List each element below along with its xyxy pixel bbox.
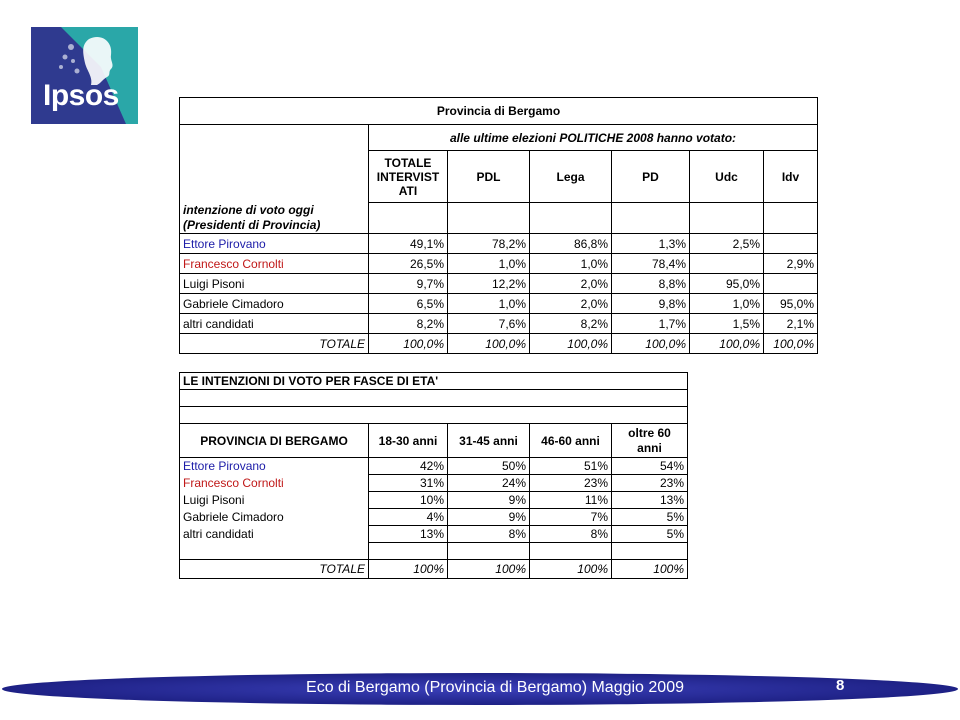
- table1-title: Provincia di Bergamo: [180, 98, 818, 125]
- table2-row-header: PROVINCIA DI BERGAMO: [180, 424, 369, 458]
- col-header-lega: Lega: [530, 151, 612, 203]
- col-header-over-60: oltre 60 anni: [612, 424, 688, 458]
- logo-brand-text: Ipsos: [43, 79, 119, 112]
- table-row: Luigi Pisoni 10% 9% 11% 13%: [180, 492, 688, 509]
- col-header-pd: PD: [612, 151, 690, 203]
- ipsos-logo: [31, 27, 138, 124]
- col-header-pdl: PDL: [448, 151, 530, 203]
- section-label: intenzione di voto oggi (Presidenti di Provincia): [180, 203, 369, 234]
- col-header-31-45: 31-45 anni: [448, 424, 530, 458]
- col-header-udc: Udc: [690, 151, 764, 203]
- table-row: Francesco Cornolti 31% 24% 23% 23%: [180, 475, 688, 492]
- page-number: 8: [836, 677, 845, 694]
- vote-by-party-table: [179, 97, 818, 354]
- table1-subheader: alle ultime elezioni POLITICHE 2008 hanno votato:: [369, 125, 818, 151]
- table-row: altri candidati 8,2% 7,6% 8,2% 1,7% 1,5% 2,1%: [180, 314, 818, 334]
- vote-by-age-table: [179, 372, 688, 579]
- table-row: Gabriele Cimadoro 6,5% 1,0% 2,0% 9,8% 1,0% 95,0%: [180, 294, 818, 314]
- table-row: altri candidati 13% 8% 8% 5%: [180, 526, 688, 543]
- total-row: TOTALE 100% 100% 100% 100%: [180, 560, 688, 579]
- col-header-18-30: 18-30 anni: [369, 424, 448, 458]
- table2-title: LE INTENZIONI DI VOTO PER FASCE DI ETA': [180, 373, 688, 390]
- table-row: Gabriele Cimadoro 4% 9% 7% 5%: [180, 509, 688, 526]
- col-header-46-60: 46-60 anni: [530, 424, 612, 458]
- col-header-totale: TOTALE INTERVIST ATI: [369, 151, 448, 203]
- col-header-idv: Idv: [764, 151, 818, 203]
- table-row: Ettore Pirovano 42% 50% 51% 54%: [180, 458, 688, 475]
- table-row: Ettore Pirovano 49,1% 78,2% 86,8% 1,3% 2,5%: [180, 234, 818, 254]
- table-row: Francesco Cornolti 26,5% 1,0% 1,0% 78,4% 2,9%: [180, 254, 818, 274]
- total-row: TOTALE 100,0% 100,0% 100,0% 100,0% 100,0% 100,0%: [180, 334, 818, 354]
- footer-text: Eco di Bergamo (Provincia di Bergamo) Maggio 2009: [306, 679, 684, 696]
- table-row: Luigi Pisoni 9,7% 12,2% 2,0% 8,8% 95,0%: [180, 274, 818, 294]
